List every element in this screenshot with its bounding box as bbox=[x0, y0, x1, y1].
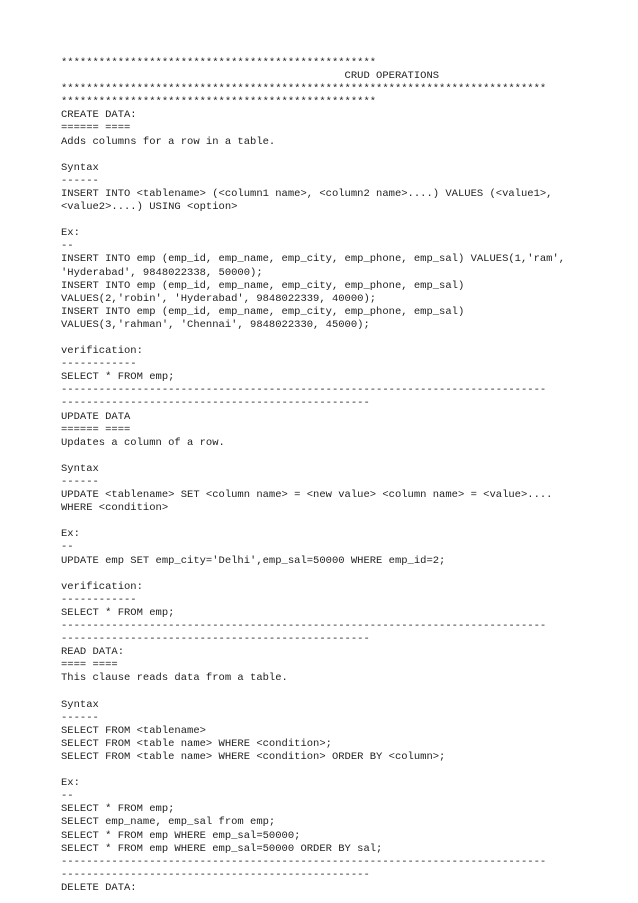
text-line: INSERT INTO emp (emp_id, emp_name, emp_city, emp_phone, emp_sal) bbox=[61, 305, 465, 318]
text-line bbox=[61, 686, 621, 699]
text-line: SELECT * FROM emp WHERE emp_sal=50000 ORDER BY sal; bbox=[61, 842, 383, 855]
text-line: ====== ==== bbox=[61, 122, 131, 135]
text-line: CREATE DATA: bbox=[61, 109, 137, 122]
text-line: SELECT FROM <tablename> bbox=[61, 724, 206, 737]
text-line: SELECT * FROM emp; bbox=[61, 371, 175, 384]
text-line: ----------------------------------------------------------------------------- bbox=[61, 620, 547, 633]
text-line: ------------------------------------------------- bbox=[61, 633, 370, 646]
text-line: SELECT FROM <table name> WHERE <condition> ORDER BY <column>; bbox=[61, 750, 446, 763]
text-line: SELECT emp_name, emp_sal from emp; bbox=[61, 816, 276, 829]
text-line: ------ bbox=[61, 476, 99, 488]
text-line: Adds columns for a row in a table. bbox=[61, 135, 276, 148]
text-line: INSERT INTO emp (emp_id, emp_name, emp_city, emp_phone, emp_sal) VALUES(1,'ram', bbox=[61, 253, 566, 266]
text-line: ------------------------------------------------- bbox=[61, 397, 370, 410]
text-line: UPDATE emp SET emp_city='Delhi',emp_sal=50000 WHERE emp_id=2; bbox=[61, 554, 446, 567]
text-line: ***************************************************************************** bbox=[61, 83, 547, 96]
text-line: ************************************************** bbox=[61, 57, 377, 69]
text-line: READ DATA: bbox=[61, 646, 125, 659]
text-line: VALUES(3,'rahman', 'Chennai', 9848022330, 45000); bbox=[61, 318, 370, 331]
text-line: SELECT * FROM emp WHERE emp_sal=50000; bbox=[61, 829, 301, 842]
text-line: UPDATE <tablename> SET <column name> = <new value> <column name> = <value>.... bbox=[61, 489, 553, 502]
text-line: Ex: bbox=[61, 227, 80, 240]
text-line: ------ bbox=[61, 711, 99, 724]
text-line bbox=[61, 515, 621, 528]
text-line: WHERE <condition> bbox=[61, 502, 169, 515]
text-line: Updates a column of a row. bbox=[61, 436, 225, 449]
text-line: SELECT FROM <table name> WHERE <condition>; bbox=[61, 737, 332, 750]
text-line: DELETE DATA: bbox=[61, 881, 137, 894]
text-line: 'Hyderabad', 9848022338, 50000); bbox=[61, 266, 263, 279]
text-line: Ex: bbox=[61, 777, 80, 790]
text-line bbox=[61, 214, 621, 227]
text-line: SELECT * FROM emp; bbox=[61, 606, 175, 619]
text-line: Syntax bbox=[61, 462, 99, 475]
text-line: CRUD OPERATIONS bbox=[61, 70, 440, 83]
text-line: ************************************************** bbox=[61, 96, 377, 109]
text-line: -- bbox=[61, 541, 74, 554]
text-line: ----------------------------------------------------------------------------- bbox=[61, 855, 547, 868]
text-line: ==== ==== bbox=[61, 659, 118, 672]
text-line: ====== ==== bbox=[61, 423, 131, 436]
text-line: ------------ bbox=[61, 593, 137, 606]
text-line: ----------------------------------------------------------------------------- bbox=[61, 384, 547, 397]
text-line: INSERT INTO <tablename> (<column1 name>, <column2 name>....) VALUES (<value1>, bbox=[61, 187, 553, 200]
text-line bbox=[61, 450, 621, 463]
text-line: -- bbox=[61, 790, 74, 803]
text-line: <value2>....) USING <option> bbox=[61, 201, 238, 214]
text-line: Syntax bbox=[61, 698, 99, 711]
text-line bbox=[61, 149, 621, 162]
text-line bbox=[61, 764, 621, 777]
text-line: verification: bbox=[61, 345, 143, 358]
text-line: ------------------------------------------------- bbox=[61, 868, 370, 881]
text-line: ------------ bbox=[61, 358, 137, 371]
document-body bbox=[61, 57, 621, 895]
text-line: verification: bbox=[61, 580, 143, 593]
text-line: This clause reads data from a table. bbox=[61, 672, 288, 685]
text-line: ------ bbox=[61, 174, 99, 187]
text-line: -- bbox=[61, 240, 74, 253]
text-line: INSERT INTO emp (emp_id, emp_name, emp_city, emp_phone, emp_sal) bbox=[61, 279, 465, 292]
text-line bbox=[61, 332, 621, 345]
text-line: SELECT * FROM emp; bbox=[61, 803, 175, 816]
text-line: UPDATE DATA bbox=[61, 410, 131, 423]
text-line: Syntax bbox=[61, 161, 99, 174]
text-line: Ex: bbox=[61, 528, 80, 541]
text-line bbox=[61, 568, 621, 581]
text-line: VALUES(2,'robin', 'Hyderabad', 9848022339, 40000); bbox=[61, 292, 377, 305]
